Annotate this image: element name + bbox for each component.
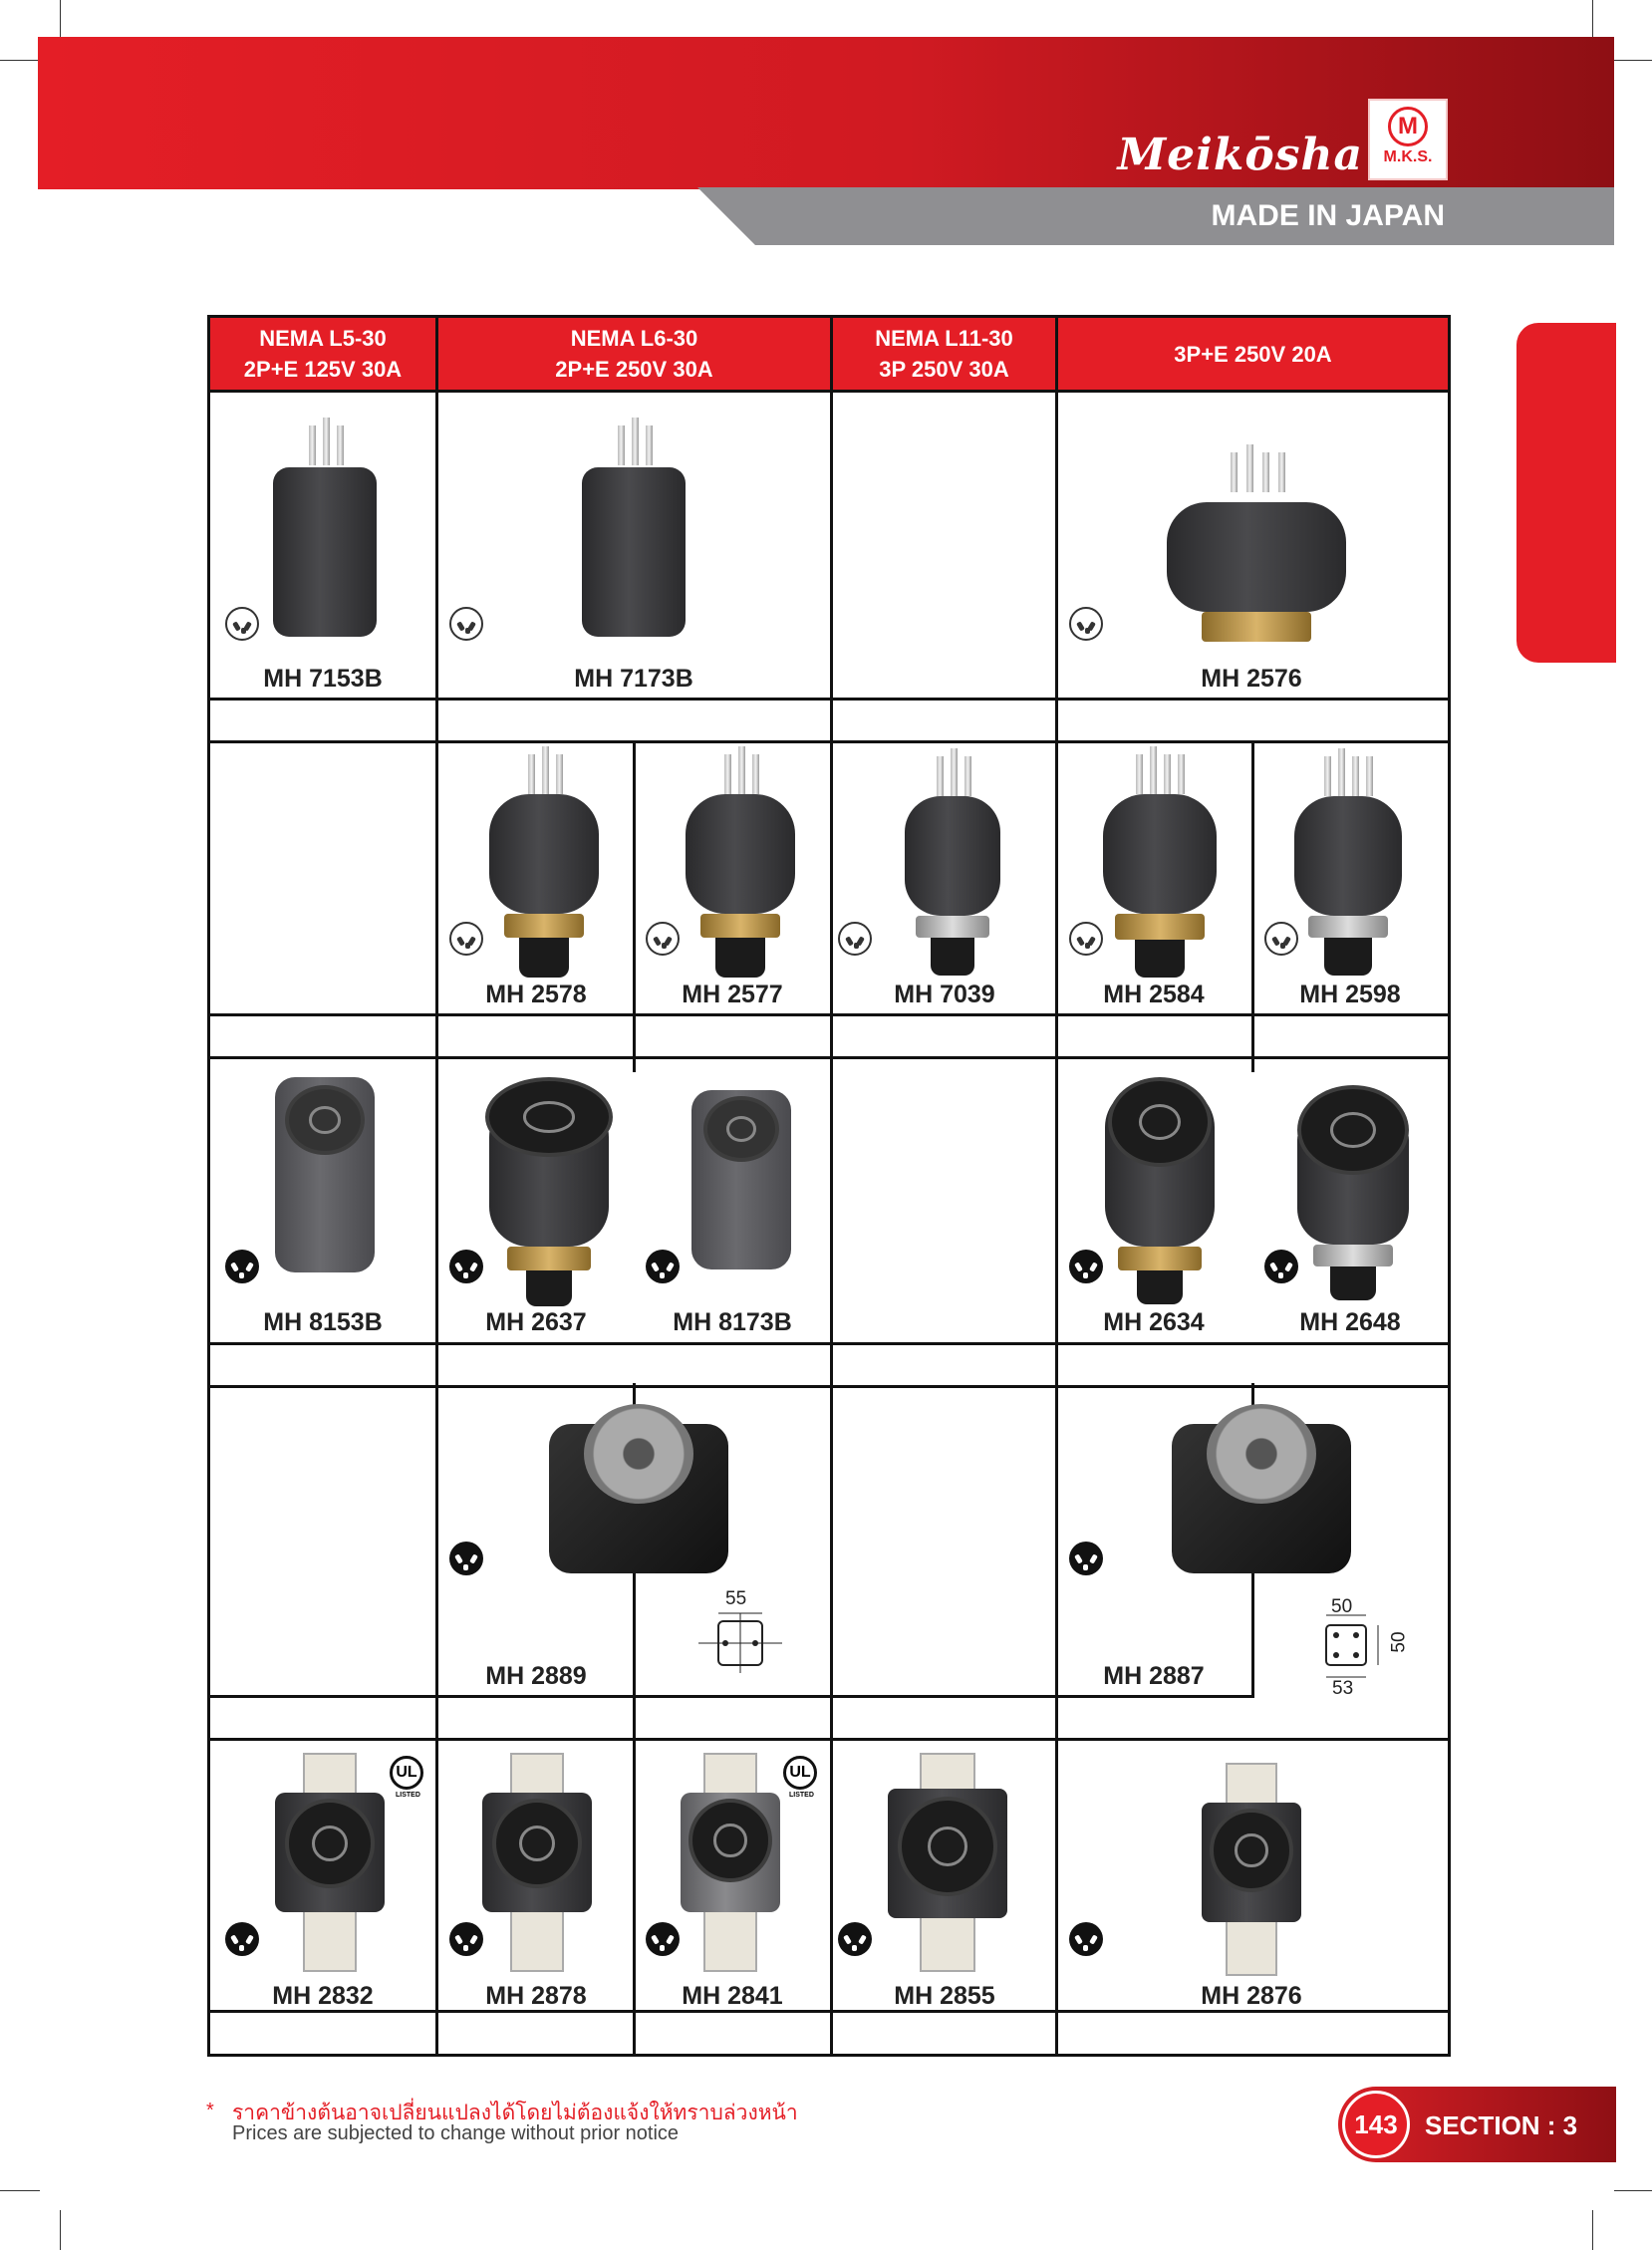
receptacle-pin-layout-icon (646, 1250, 680, 1283)
dimension-diagram-mh2887 (1286, 1603, 1436, 1693)
receptacle-pin-layout-icon (1264, 1250, 1298, 1283)
plug-pin-layout-icon (646, 922, 680, 956)
grid-line (210, 1695, 1057, 1698)
plug-pin-layout-icon (449, 607, 483, 641)
grid-line (1055, 318, 1058, 2054)
grid-line (830, 318, 833, 2054)
crop-mark (60, 0, 61, 38)
receptacle-pin-layout-icon (838, 1922, 872, 1956)
plug-pin-layout-icon (838, 922, 872, 956)
model-number: MH 2598 (1299, 981, 1401, 1008)
product-image-plug (1095, 746, 1225, 985)
product-image-connector (1100, 1077, 1220, 1316)
plug-pin-layout-icon (449, 922, 483, 956)
model-number: MH 7153B (263, 665, 383, 693)
model-number: MH 2637 (485, 1308, 587, 1336)
grid-line (210, 698, 1448, 701)
header-gray-strip (697, 187, 1614, 245)
column-header-line2: 2P+E 250V 30A (555, 357, 713, 382)
ul-listed-icon: UL (390, 1756, 423, 1790)
footnote-marker: * (206, 2100, 214, 2121)
column-header-line1: 3P+E 250V 20A (1174, 341, 1332, 367)
product-image-plug (681, 746, 800, 985)
logo-mark: M (1388, 107, 1428, 146)
model-number: MH 2648 (1299, 1308, 1401, 1336)
ul-listed-icon: UL (783, 1756, 817, 1790)
dimension-label: 53 (1332, 1678, 1354, 1699)
column-header-line2: 3P 250V 30A (879, 357, 1009, 382)
product-image-connector (687, 1090, 796, 1289)
crop-mark (1592, 2210, 1593, 2250)
product-image-connector (270, 1077, 380, 1286)
receptacle-pin-layout-icon (449, 1250, 483, 1283)
grid-line (210, 1385, 1448, 1388)
column-header (833, 318, 1055, 390)
receptacle-pin-layout-icon (449, 1922, 483, 1956)
crop-mark (0, 60, 40, 61)
footnote-english: Prices are subjected to change without prior notice (232, 2122, 680, 2144)
model-number: MH 2876 (1201, 1982, 1302, 2010)
dimension-label: 50 (1331, 1596, 1353, 1617)
product-image-connector (479, 1077, 619, 1316)
column-header-line2: 2P+E 125V 30A (243, 357, 403, 382)
column-header-line1: NEMA L6-30 (570, 326, 698, 351)
model-number: MH 2634 (1103, 1308, 1205, 1336)
grid-line (210, 1342, 1448, 1345)
grid-line (210, 390, 1448, 393)
crop-mark (1592, 0, 1593, 38)
grid-line (1055, 1695, 1254, 1698)
product-image-plug (484, 746, 604, 985)
product-table (207, 315, 1451, 2057)
receptacle-pin-layout-icon (1069, 1922, 1103, 1956)
product-image-plug (1157, 452, 1356, 652)
grid-line (210, 1056, 1448, 1059)
made-in-japan: MADE IN JAPAN (1211, 199, 1445, 232)
model-number: MH 2855 (894, 1982, 995, 2010)
crop-mark (60, 2210, 61, 2250)
mks-logo (1368, 99, 1448, 180)
plug-pin-layout-icon (1069, 922, 1103, 956)
model-number: MH 8153B (263, 1308, 383, 1336)
dimension-label: 50 (1388, 1631, 1410, 1653)
plug-pin-layout-icon (225, 607, 259, 641)
column-header (438, 318, 830, 390)
product-image-plug (579, 418, 688, 647)
column-header (1058, 318, 1448, 390)
grid-line (210, 740, 1448, 743)
column-header (210, 318, 435, 390)
receptacle-pin-layout-icon (1069, 1542, 1103, 1575)
receptacle-pin-layout-icon (646, 1922, 680, 1956)
model-number: MH 2841 (682, 1982, 783, 2010)
page-number: 143 (1342, 2091, 1410, 2158)
footnote-thai: ราคาข้างต้นอาจเปลี่ยนแปลงได้โดยไม่ต้องแจ้งให้ทราบล่วงหน้า (232, 2102, 798, 2124)
product-image-flush-receptacle (477, 1753, 597, 1972)
grid-line (210, 1013, 1448, 1016)
model-number: MH 2578 (485, 981, 587, 1008)
product-image-plug (270, 418, 380, 647)
plug-pin-layout-icon (1264, 922, 1298, 956)
model-number: MH 8173B (673, 1308, 792, 1336)
model-number: MH 2887 (1103, 1662, 1205, 1690)
model-number: MH 7039 (894, 981, 995, 1008)
product-image-plug (898, 756, 1007, 985)
product-image-surface-receptacle (539, 1394, 738, 1593)
grid-line (633, 740, 636, 1072)
section-label: SECTION : 3 (1425, 2110, 1578, 2140)
grid-line (435, 318, 438, 2054)
receptacle-pin-layout-icon (225, 1922, 259, 1956)
receptacle-pin-layout-icon (449, 1542, 483, 1575)
model-number: MH 2576 (1201, 665, 1302, 693)
model-number: MH 2889 (485, 1662, 587, 1690)
product-image-flush-receptacle (1192, 1763, 1311, 1982)
crop-mark (1614, 2190, 1652, 2191)
section-side-tab (1516, 323, 1616, 663)
grid-line (210, 1738, 1448, 1741)
brand-name: Meikōsha (1117, 130, 1363, 180)
column-header-line1: NEMA L5-30 (259, 326, 387, 351)
model-number: MH 2832 (272, 1982, 374, 2010)
ul-listed-label: LISTED (396, 1792, 420, 1799)
product-image-flush-receptacle (270, 1753, 390, 1972)
dimension-label: 55 (725, 1588, 747, 1609)
receptacle-pin-layout-icon (1069, 1250, 1103, 1283)
model-number: MH 2878 (485, 1982, 587, 2010)
product-image-flush-receptacle (883, 1753, 1012, 1972)
product-image-surface-receptacle (1162, 1394, 1361, 1593)
logo-text: M.K.S. (1383, 148, 1433, 165)
model-number: MH 2584 (1103, 981, 1205, 1008)
product-image-connector (1288, 1085, 1418, 1314)
product-image-flush-receptacle (671, 1753, 790, 1972)
column-header-line1: NEMA L11-30 (875, 326, 1013, 351)
model-number: MH 2577 (682, 981, 783, 1008)
crop-mark (1614, 60, 1652, 61)
product-image-plug (1288, 756, 1408, 985)
plug-pin-layout-icon (1069, 607, 1103, 641)
receptacle-pin-layout-icon (225, 1250, 259, 1283)
grid-line (633, 1695, 636, 2054)
model-number: MH 7173B (574, 665, 693, 693)
ul-listed-label: LISTED (789, 1792, 814, 1799)
crop-mark (0, 2190, 40, 2191)
grid-line (1251, 740, 1254, 1072)
